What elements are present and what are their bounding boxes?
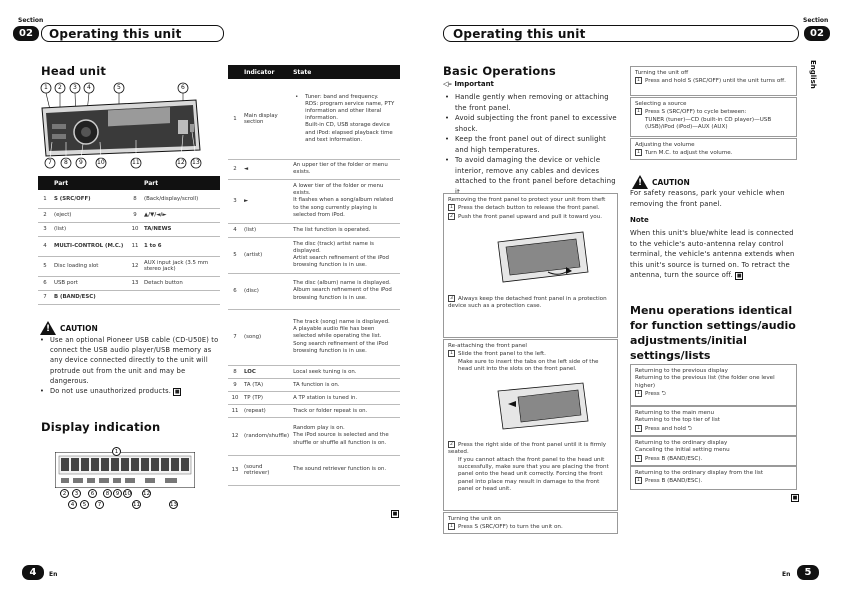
box-title: Turning the unit on <box>448 516 501 522</box>
end-mark-icon: ■ <box>736 273 742 279</box>
list-item: • To avoid damaging the device or vehicle interior, remove any cables and devices attached to the front panel before detaching it. <box>443 155 618 197</box>
note-text: When this unit's blue/white lead is connected to the vehicle's auto-antenna relay control terminal, the vehicle's antenna extends when this unit's source is turned on. To retract the antenna, turn the source off. ■ <box>630 229 795 279</box>
caution-list-left <box>38 335 220 396</box>
menu-box-ordinary: Returning to the ordinary display Canceling the initial setting menu 1 Press B (BAND/ESC). <box>630 436 797 466</box>
display-illustration <box>55 452 195 488</box>
caution-title-left: CAUTION <box>60 324 98 333</box>
list-item: • Keep the front panel out of direct sunlight and high temperatures. <box>443 134 618 155</box>
table-row: 9 TA (TA) TA function is on. <box>228 378 400 391</box>
display-callouts-row2: 4 5 7 11 13 <box>68 500 208 510</box>
removing-panel-box <box>443 193 618 338</box>
indicator-table <box>228 65 400 486</box>
callout-label: 11 <box>132 159 140 166</box>
callout-label: 7 <box>48 159 52 166</box>
list-item: • Avoid subjecting the front panel to excessive shock. <box>443 113 618 134</box>
page-number-right: 5 <box>797 565 819 580</box>
section-label-left: Section <box>18 17 44 24</box>
callout-label: 13 <box>192 159 200 166</box>
step-2: 2 Push the front panel upward and pull it toward you. <box>448 213 613 221</box>
state-list <box>293 94 398 144</box>
parts-table <box>38 176 220 305</box>
end-mark-icon: ■ <box>392 511 398 517</box>
head-unit-title: Head unit <box>41 64 107 78</box>
table-row: 7 (song) The track (song) name is displayed. A playable audio file has been selected while operating the list. Song search refinement of the iPod browsing function is in use. <box>228 309 400 365</box>
parts-header-1: Part <box>54 179 69 187</box>
side-language-tab: English <box>809 60 817 89</box>
caution-title-right: CAUTION <box>652 178 690 187</box>
note-title: Note <box>630 216 649 224</box>
callout-label: 4 <box>87 84 91 91</box>
menu-operations-title: Menu operations identical for function settings/audio adjustments/initial settings/lists <box>630 304 796 362</box>
callout-label: 12 <box>177 159 185 166</box>
lang-code-right: En <box>782 571 791 578</box>
select-source-box <box>630 97 797 137</box>
indicator-header: Indicator <box>244 68 275 76</box>
state-header: State <box>293 68 312 76</box>
reattach-panel-box <box>443 339 618 511</box>
table-row: 11 (repeat) Track or folder repeat is on. <box>228 404 400 417</box>
step-1: 1 Press and hold S (SRC/OFF) until the unit turns off. <box>635 77 792 85</box>
step-1: 1 Press S (SRC/OFF) to turn the unit on. <box>448 523 613 531</box>
header-title-left: Operating this unit <box>49 27 182 41</box>
callout-label: 9 <box>79 159 83 166</box>
list-item: • Handle gently when removing or attaching the front panel. <box>443 92 618 113</box>
table-row: 3 (list) 10 TA/NEWS <box>38 222 220 236</box>
header-title-right: Operating this unit <box>453 27 586 41</box>
display-callout-1: 1 <box>112 438 122 457</box>
display-callouts-row1: 2 3 6 8 9 10 12 <box>60 489 200 499</box>
display-indication-title: Display indication <box>41 420 161 434</box>
important-icon: ◁– <box>443 80 452 88</box>
caution-text-right: For safety reasons, park your vehicle when removing the front panel. <box>630 189 785 208</box>
table-row: 7 B (BAND/ESC) <box>38 290 220 304</box>
callout-label: 5 <box>117 84 121 91</box>
state-text: • Tuner: band and frequency. RDS: program service name, PTY information and other literal information. Built-in CD, USB storage device and iPod: elapsed playback time and text information. <box>293 94 398 144</box>
parts-header-2: Part <box>144 179 159 187</box>
callout-label: 2 <box>58 84 62 91</box>
volume-box <box>630 138 797 160</box>
list-item: • Use an optional Pioneer USB cable (CD-U50E) to connect the USB audio player/USB memory as any device connected directly to the unit will protrude out from the unit and may be dangerous. <box>38 335 220 386</box>
end-mark-icon: ■ <box>792 495 798 501</box>
table-row: 5 (artist) The disc (track) artist name is displayed. Artist search refinement of the iPod browsing function is in use. <box>228 237 400 273</box>
back-icon: ⮌ <box>661 390 666 397</box>
table-row: 2 ◄ An upper tier of the folder or menu exists. <box>228 159 400 179</box>
callout-label: 1 <box>44 84 48 91</box>
menu-box-list: Returning to the ordinary display from the list 1 Press B (BAND/ESC). <box>630 466 797 490</box>
device-callouts-top <box>38 84 213 94</box>
step-2-note: If you cannot attach the front panel to the head unit successfully, make sure that you are placing the front panel onto the head unit correctly. Forcing the front panel into place may result in damage to the front panel or head unit. <box>458 456 609 492</box>
step-1: 1 Press S (SRC/OFF) to cycle between: <box>635 108 792 116</box>
section-number-right: 02 <box>804 26 830 41</box>
callout-label: 3 <box>73 84 77 91</box>
table-row: 13 (sound retriever) The sound retriever function is on. <box>228 455 400 485</box>
list-item: • Do not use unauthorized products. ■ <box>38 386 220 396</box>
step-1: 1 Turn M.C. to adjust the volume. <box>635 149 792 157</box>
step-1-note: Make sure to insert the tabs on the left side of the head unit into the slots on the front panel. <box>458 358 599 372</box>
table-row: 4 (list) The list function is operated. <box>228 223 400 237</box>
box-title: Re-attaching the front panel <box>448 343 527 349</box>
section-label-right: Section <box>803 17 829 24</box>
step-1: 1 Press the detach button to release the front panel. <box>448 204 613 212</box>
turn-on-box <box>443 512 618 534</box>
callout-label: 8 <box>64 159 68 166</box>
step-1: 1 Slide the front panel to the left. <box>448 350 613 358</box>
turn-off-box <box>630 66 797 96</box>
box-title: Turning the unit off <box>635 70 689 76</box>
callout-label: 6 <box>181 84 185 91</box>
page-number-left: 4 <box>22 565 44 580</box>
callout-label: 10 <box>97 159 105 166</box>
warning-icon: ! <box>632 175 648 189</box>
step-3: 3 Always keep the detached front panel in a protection device such as a protection case. <box>448 295 607 310</box>
table-row: 3 ► A lower tier of the folder or menu exists. It flashes when a song/album related to the song currently playing is selected from iPod. <box>228 179 400 223</box>
table-row: 2 (eject) 9 ▲/▼/◄/► <box>38 208 220 222</box>
end-mark-icon: ■ <box>174 389 180 396</box>
lang-code-left: En <box>49 571 58 578</box>
basic-operations-title: Basic Operations <box>443 64 556 78</box>
table-row: 6 (disc) The disc (album) name is displayed. Album search refinement of the iPod browsing function is in use. <box>228 273 400 309</box>
box-title: Adjusting the volume <box>635 142 695 148</box>
table-row: 5 Disc loading slot 12 AUX input jack (3.5 mm stereo jack) <box>38 256 220 276</box>
table-row: 1 Main display section • Tuner: band and frequency. RDS: program service name, PTY information and other literal information. Built-in CD, USB storage device and iPod: elapsed playback time and text information. <box>228 79 400 159</box>
box-title: Removing the front panel to protect your unit from theft <box>448 197 606 203</box>
table-row: 1 S (SRC/OFF) 8 (Back/display/scroll) <box>38 190 220 208</box>
reattach-illustration <box>488 379 598 434</box>
table-row: 10 TP (TP) A TP station is tuned in. <box>228 391 400 404</box>
menu-box-previous: Returning to the previous display Returning to the previous list (the folder one level higher) 1 Press ⮌ <box>630 364 797 406</box>
table-row: 12 (random/shuffle) Random play is on. The iPod source is selected and the shuffle or shuffle all function is on. <box>228 417 400 455</box>
table-row: 6 USB port 13 Detach button <box>38 276 220 290</box>
source-cycle: TUNER (tuner)—CD (built-in CD player)—USB (USB)/iPod (iPod)—AUX (AUX) <box>645 116 772 130</box>
device-callouts-bottom <box>38 159 218 169</box>
warning-icon: ! <box>40 321 56 335</box>
table-row: 8 LOC Local seek tuning is on. <box>228 365 400 378</box>
menu-box-main: Returning to the main menu Returning to the top tier of list 1 Press and hold ⮌ <box>630 406 797 436</box>
important-list <box>443 92 618 197</box>
box-title: Selecting a source <box>635 101 687 107</box>
section-number-left: 02 <box>13 26 39 41</box>
table-row: 4 MULTI-CONTROL (M.C.) 11 1 to 6 <box>38 236 220 256</box>
detach-illustration <box>488 227 598 287</box>
step-2: 2 Press the right side of the front panel until it is firmly seated. <box>448 442 607 456</box>
back-icon: ⮌ <box>687 425 693 432</box>
important-heading: ◁– Important <box>443 80 494 88</box>
